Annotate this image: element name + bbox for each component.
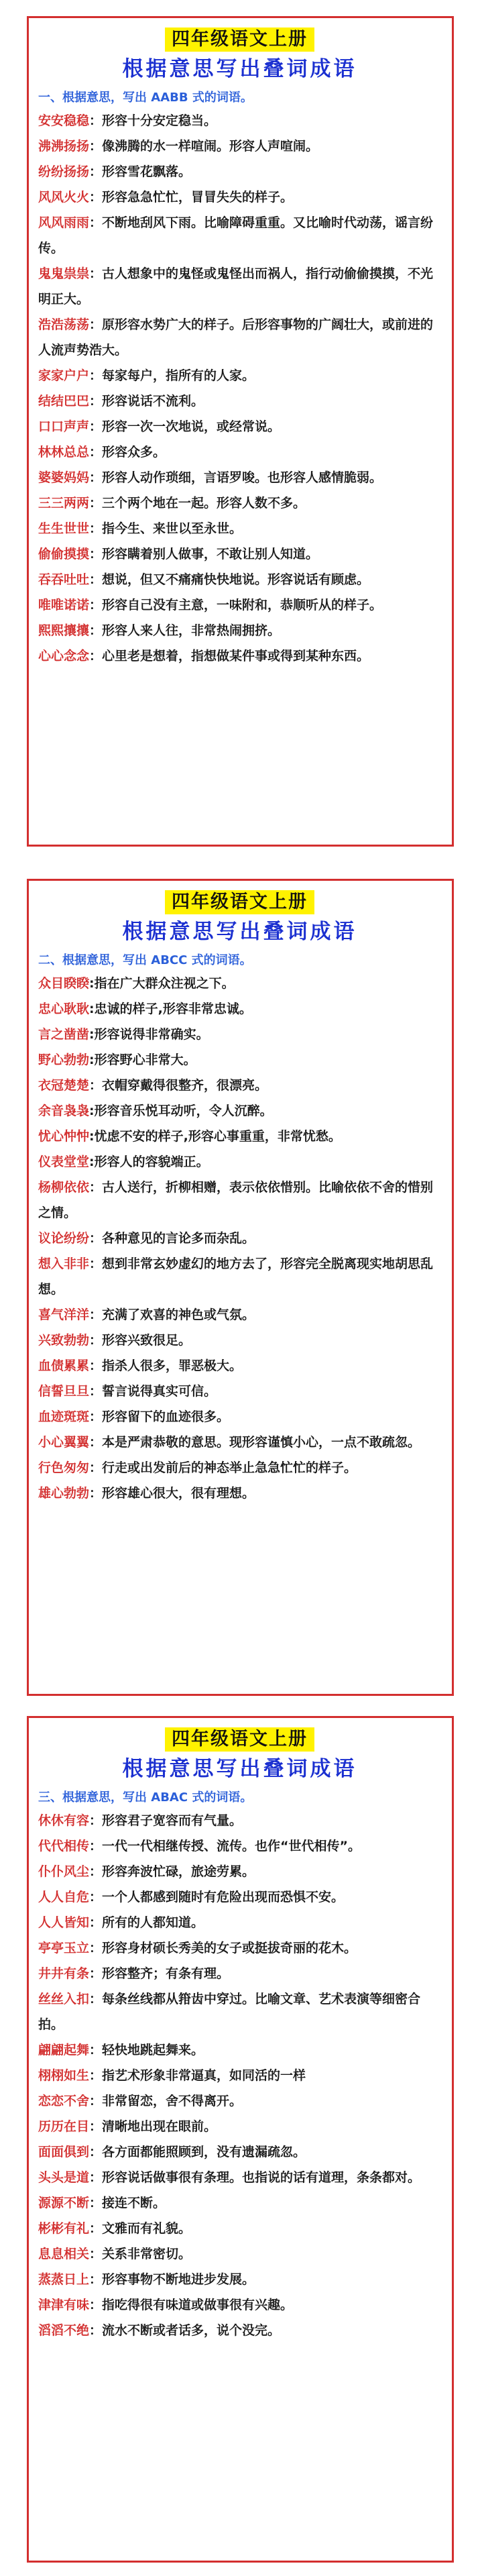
idiom-term: 血债累累 — [38, 1358, 90, 1373]
idiom-definition: ：形容众多。 — [89, 445, 166, 460]
idiom-term: 想入非非 — [38, 1256, 90, 1271]
idiom-definition: ：关系非常密切。 — [89, 2247, 192, 2261]
idiom-definition: ：充满了欢喜的神色或气氛。 — [89, 1307, 255, 1322]
card-2 — [27, 879, 454, 1696]
card-subtitle: 根据意思写出叠词成语 — [122, 57, 357, 81]
idiom-definition: ：形容自己没有主意，一味附和，恭顺听从的样子。 — [89, 598, 383, 612]
idiom-definition: ：一个人都感到随时有危险出现而恐惧不安。 — [89, 1890, 345, 1904]
idiom-definition: ：形容说话不流利。 — [89, 394, 204, 409]
entry — [38, 1808, 441, 1833]
idiom-term: 喜气洋洋 — [38, 1307, 90, 1322]
entry — [38, 1481, 441, 1506]
entry — [38, 388, 441, 414]
idiom-term: 人人自危 — [38, 1890, 90, 1904]
idiom-definition: ：古人想象中的鬼怪或鬼怪出而祸人，指行动偷偷摸摸，不光明正大。 — [38, 266, 434, 307]
entry — [38, 1251, 441, 1302]
card-subtitle: 根据意思写出叠词成语 — [122, 1757, 357, 1781]
idiom-definition: ：形容一次一次地说，或经常说。 — [89, 419, 281, 434]
entry — [38, 516, 441, 541]
idiom-term: 兴致勃勃 — [38, 1333, 90, 1348]
entry — [38, 567, 441, 592]
idiom-term: 小心翼翼 — [38, 1435, 90, 1450]
idiom-definition: ：像沸腾的水一样喧闹。形容人声喧闹。 — [89, 139, 319, 154]
idiom-definition: ：指今生、来世以至永世。 — [89, 521, 243, 536]
idiom-term: 纷纷扬扬 — [38, 164, 90, 179]
idiom-definition: ：轻快地跳起舞来。 — [89, 2043, 204, 2057]
idiom-definition: ：想到非常玄妙虚幻的地方去了，形容完全脱离现实地胡思乱想。 — [38, 1256, 434, 1297]
idiom-term: 信誓旦旦 — [38, 1384, 90, 1399]
entry — [38, 159, 441, 184]
entry — [38, 1986, 441, 2037]
idiom-definition: ：誓言说得真实可信。 — [89, 1384, 217, 1399]
idiom-term: 熙熙攘攘 — [38, 623, 90, 638]
entry — [38, 133, 441, 159]
idiom-term: 野心勃勃 — [38, 1053, 90, 1067]
entry — [38, 1353, 441, 1379]
entry — [38, 2241, 441, 2267]
entry — [38, 1404, 441, 1430]
entry — [38, 1961, 441, 1986]
entry — [38, 490, 441, 516]
idiom-term: 翩翩起舞 — [38, 2043, 90, 2057]
idiom-term: 头头是道 — [38, 2170, 90, 2185]
entry — [38, 1302, 441, 1328]
entry — [38, 1379, 441, 1404]
entry — [38, 1047, 441, 1073]
idiom-definition: ：每家每户，指所有的人家。 — [89, 368, 255, 383]
idiom-definition: ：心里老是想着，指想做某件事或得到某种东西。 — [89, 649, 370, 663]
entry — [38, 1935, 441, 1961]
idiom-definition: :形容说得非常确实。 — [89, 1027, 209, 1042]
idiom-term: 仪表堂堂 — [38, 1155, 90, 1169]
idiom-term: 亭亭玉立 — [38, 1941, 90, 1955]
idiom-definition: ：指艺术形象非常逼真，如同活的一样 — [89, 2068, 306, 2083]
section-heading: 二、根据意思，写出 ABCC 式的词语。 — [38, 953, 252, 967]
idiom-term: 丝丝入扣 — [38, 1992, 90, 2006]
section-heading: 一、根据意思，写出 AABB 式的词语。 — [38, 91, 253, 105]
idiom-term: 休休有容 — [38, 1813, 90, 1828]
entry — [38, 2114, 441, 2139]
idiom-term: 婆婆妈妈 — [38, 470, 90, 485]
idiom-definition: ：形容急急忙忙，冒冒失失的样子。 — [89, 190, 294, 205]
idiom-term: 心心念念 — [38, 649, 90, 663]
idiom-term: 代代相传 — [38, 1839, 90, 1854]
entry — [38, 996, 441, 1022]
idiom-definition: ：文雅而有礼貌。 — [89, 2221, 192, 2236]
idiom-definition: ：形容人来人往，非常热闹拥挤。 — [89, 623, 281, 638]
idiom-term: 津津有味 — [38, 2298, 90, 2312]
idiom-definition: ：所有的人都知道。 — [89, 1915, 204, 1930]
idiom-term: 衣冠楚楚 — [38, 1078, 90, 1093]
entry — [38, 1073, 441, 1098]
idiom-definition: ：形容十分安定稳当。 — [89, 113, 217, 128]
idiom-term: 生生世世 — [38, 521, 90, 536]
entry — [38, 1910, 441, 1935]
entry — [38, 2165, 441, 2190]
idiom-term: 血迹斑斑 — [38, 1409, 90, 1424]
idiom-definition: ：形容说话做事很有条理。也指说的话有道理，条条都对。 — [89, 2170, 421, 2185]
idiom-definition: ：形容雪花飘落。 — [89, 164, 192, 179]
entry — [38, 2063, 441, 2088]
idiom-term: 雄心勃勃 — [38, 1486, 90, 1501]
idiom-term: 余音袅袅 — [38, 1104, 90, 1118]
idiom-term: 众目睽睽 — [38, 976, 90, 991]
entry — [38, 1833, 441, 1859]
entry — [38, 2190, 441, 2216]
idiom-term: 唯唯诺诺 — [38, 598, 90, 612]
idiom-definition: ：流水不断或者话多，说个没完。 — [89, 2323, 281, 2338]
entry — [38, 210, 441, 261]
idiom-term: 议论纷纷 — [38, 1231, 90, 1246]
idiom-definition: ：形容人动作琐细，言语罗唆。也形容人感情脆弱。 — [89, 470, 383, 485]
idiom-term: 行色匆匆 — [38, 1460, 90, 1475]
idiom-definition: ：接连不断。 — [89, 2196, 166, 2210]
entry — [38, 184, 441, 210]
entry — [38, 261, 441, 312]
idiom-definition: :指在广大群众注视之下。 — [89, 976, 235, 991]
idiom-term: 鬼鬼祟祟 — [38, 266, 90, 281]
entry — [38, 2139, 441, 2165]
idiom-definition: ：原形容水势广大的样子。后形容事物的广阔壮大，或前进的人流声势浩大。 — [38, 317, 434, 358]
idiom-term: 蒸蒸日上 — [38, 2272, 90, 2287]
entry-list — [38, 971, 441, 1506]
card-title: 四年级语文上册 — [165, 890, 314, 914]
idiom-term: 源源不断 — [38, 2196, 90, 2210]
idiom-term: 浩浩荡荡 — [38, 317, 90, 332]
entry — [38, 2037, 441, 2063]
idiom-definition: :忠诚的样子,形容非常忠诚。 — [89, 1002, 252, 1016]
idiom-term: 风风雨雨 — [38, 215, 90, 230]
entry — [38, 2292, 441, 2318]
idiom-definition: ：形容奔波忙碌，旅途劳累。 — [89, 1864, 255, 1879]
entry — [38, 465, 441, 490]
idiom-definition: ：一代一代相继传授、流传。也作“世代相传”。 — [89, 1839, 361, 1854]
idiom-term: 安安稳稳 — [38, 113, 90, 128]
idiom-definition: ：想说，但又不痛痛快快地说。形容说话有顾虑。 — [89, 572, 370, 587]
card-title: 四年级语文上册 — [165, 1727, 314, 1752]
idiom-definition: ：各方面都能照顾到，没有遗漏疏忽。 — [89, 2145, 306, 2159]
entry — [38, 1098, 441, 1124]
entry-list — [38, 1808, 441, 2343]
card-title: 四年级语文上册 — [165, 28, 314, 52]
idiom-definition: ：古人送行，折柳相赠，表示依依惜别。比喻依依不舍的惜别之情。 — [38, 1180, 434, 1220]
idiom-definition: :形容野心非常大。 — [89, 1053, 196, 1067]
entry — [38, 2318, 441, 2343]
entry — [38, 1022, 441, 1047]
idiom-term: 滔滔不绝 — [38, 2323, 90, 2338]
idiom-definition: ：各种意见的言论多而杂乱。 — [89, 1231, 255, 1246]
idiom-definition: ：形容瞒着别人做事，不敢让别人知道。 — [89, 547, 319, 561]
idiom-term: 偷偷摸摸 — [38, 547, 90, 561]
entry — [38, 414, 441, 439]
entry — [38, 1859, 441, 1884]
idiom-term: 仆仆风尘 — [38, 1864, 90, 1879]
idiom-term: 息息相关 — [38, 2247, 90, 2261]
idiom-definition: ：形容事物不断地进步发展。 — [89, 2272, 255, 2287]
idiom-definition: ：形容雄心很大，很有理想。 — [89, 1486, 255, 1501]
idiom-term: 风风火火 — [38, 190, 90, 205]
idiom-term: 吞吞吐吐 — [38, 572, 90, 587]
idiom-definition: ：形容整齐；有条有理。 — [89, 1966, 230, 1981]
idiom-definition: ：指吃得很有味道或做事很有兴趣。 — [89, 2298, 294, 2312]
idiom-definition: ：形容留下的血迹很多。 — [89, 1409, 230, 1424]
idiom-term: 口口声声 — [38, 419, 90, 434]
section-heading: 三、根据意思，写出 ABAC 式的词语。 — [38, 1790, 253, 1805]
card-1 — [27, 16, 454, 847]
entry — [38, 541, 441, 567]
idiom-term: 言之凿凿 — [38, 1027, 90, 1042]
idiom-definition: ：衣帽穿戴得很整齐，很漂亮。 — [89, 1078, 268, 1093]
entry — [38, 1175, 441, 1226]
idiom-term: 杨柳依依 — [38, 1180, 90, 1195]
entry — [38, 592, 441, 618]
idiom-term: 井井有条 — [38, 1966, 90, 1981]
card-3 — [27, 1716, 454, 2563]
idiom-term: 沸沸扬扬 — [38, 139, 90, 154]
idiom-term: 林林总总 — [38, 445, 90, 460]
idiom-term: 三三两两 — [38, 496, 90, 511]
entry — [38, 108, 441, 133]
idiom-definition: :形容人的容貌端正。 — [89, 1155, 209, 1169]
idiom-term: 结结巴巴 — [38, 394, 90, 409]
idiom-definition: ：非常留恋，舍不得离开。 — [89, 2094, 243, 2108]
entry — [38, 1430, 441, 1455]
idiom-definition: ：不断地刮风下雨。比喻障碍重重。又比喻时代动荡，谣言纷传。 — [38, 215, 434, 256]
entry — [38, 618, 441, 643]
idiom-definition: ：本是严肃恭敬的意思。现形容谨慎小心，一点不敢疏忽。 — [89, 1435, 421, 1450]
idiom-definition: ：三个两个地在一起。形容人数不多。 — [89, 496, 306, 511]
idiom-term: 忠心耿耿 — [38, 1002, 90, 1016]
card-subtitle: 根据意思写出叠词成语 — [122, 920, 357, 944]
idiom-definition: :忧虑不安的样子,形容心事重重，非常忧愁。 — [89, 1129, 341, 1144]
idiom-term: 忧心忡忡 — [38, 1129, 90, 1144]
entry-list — [38, 108, 441, 669]
entry — [38, 1124, 441, 1149]
idiom-term: 人人皆知 — [38, 1915, 90, 1930]
idiom-term: 恋恋不舍 — [38, 2094, 90, 2108]
entry — [38, 971, 441, 996]
idiom-term: 历历在目 — [38, 2119, 90, 2134]
entry — [38, 1884, 441, 1910]
entry — [38, 1328, 441, 1353]
idiom-definition: ：指杀人很多，罪恶极大。 — [89, 1358, 243, 1373]
idiom-definition: ：行走或出发前后的神态举止急急忙忙的样子。 — [89, 1460, 357, 1475]
idiom-definition: ：形容身材硕长秀美的女子或挺拔奇丽的花木。 — [89, 1941, 357, 1955]
idiom-definition: ：形容兴致很足。 — [89, 1333, 192, 1348]
entry — [38, 1226, 441, 1251]
entry — [38, 439, 441, 465]
entry — [38, 363, 441, 388]
entry — [38, 312, 441, 363]
entry — [38, 2267, 441, 2292]
idiom-definition: ：清晰地出现在眼前。 — [89, 2119, 217, 2134]
entry — [38, 1149, 441, 1175]
idiom-term: 面面俱到 — [38, 2145, 90, 2159]
entry — [38, 2216, 441, 2241]
idiom-term: 家家户户 — [38, 368, 90, 383]
entry — [38, 1455, 441, 1481]
idiom-term: 彬彬有礼 — [38, 2221, 90, 2236]
entry — [38, 643, 441, 669]
idiom-definition: ：形容君子宽容而有气量。 — [89, 1813, 243, 1828]
idiom-definition: :形容音乐悦耳动听，令人沉醉。 — [89, 1104, 273, 1118]
entry — [38, 2088, 441, 2114]
idiom-term: 栩栩如生 — [38, 2068, 90, 2083]
idiom-definition: ：每条丝线都从箝齿中穿过。比喻文章、艺术表演等细密合拍。 — [38, 1992, 421, 2032]
